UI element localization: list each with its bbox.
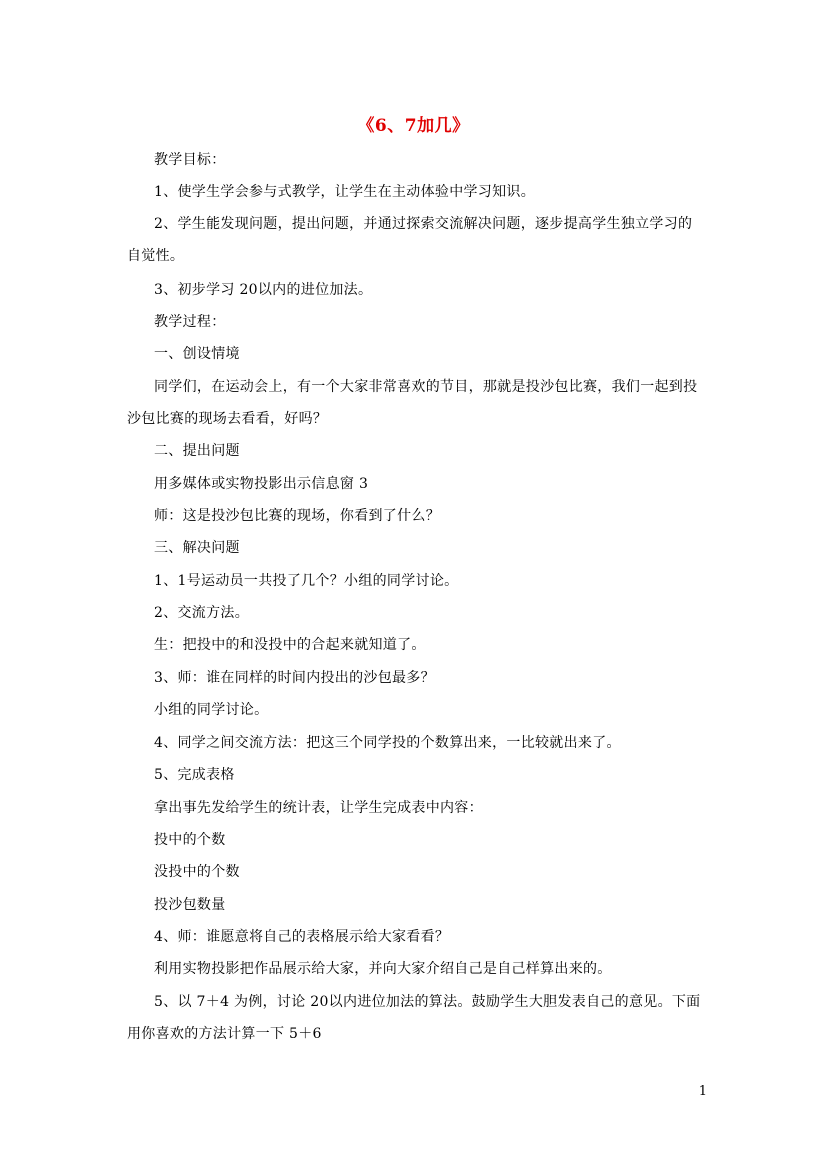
- paragraph-line: 拿出事先发给学生的统计表，让学生完成表中内容：: [154, 800, 483, 816]
- paragraph-line: 教学过程：: [154, 314, 226, 330]
- paragraph-line: 没投中的个数: [154, 864, 240, 880]
- paragraph-line: 利用实物投影把作品展示给大家，并向大家介绍自己是自己样算出来的。: [154, 961, 612, 977]
- paragraph-line: 师：这是投沙包比赛的现场，你看到了什么？: [154, 508, 440, 524]
- paragraph-line: 自觉性。: [127, 248, 185, 264]
- paragraph-line: 投沙包数量: [154, 897, 226, 913]
- paragraph-line: 1、1号运动员一共投了几个？小组的同学讨论。: [154, 573, 459, 589]
- paragraph-line: 生：把投中的和没投中的合起来就知道了。: [154, 637, 426, 653]
- page-number: 1: [698, 1084, 707, 1099]
- paragraph-line: 教学目标：: [154, 152, 226, 168]
- paragraph-line: 一、创设情境: [154, 346, 240, 362]
- paragraph-line: 三、解决问题: [154, 540, 240, 556]
- paragraph-line: 小组的同学讨论。: [154, 702, 269, 718]
- paragraph-line: 沙包比赛的现场去看看，好吗？: [127, 411, 328, 427]
- paragraph-line: 3、师：谁在同样的时间内投出的沙包最多？: [154, 670, 435, 686]
- paragraph-line: 4、师：谁愿意将自己的表格展示给大家看看？: [154, 929, 450, 945]
- paragraph-line: 5、完成表格: [154, 767, 235, 783]
- paragraph-line: 投中的个数: [154, 832, 226, 848]
- paragraph-line: 5、以 7＋4 为例，讨论 20以内进位加法的算法。鼓励学生大胆发表自己的意见。下面: [154, 994, 701, 1010]
- paragraph-line: 2、交流方法。: [154, 605, 250, 621]
- paragraph-line: 用你喜欢的方法计算一下 5＋6: [127, 1026, 322, 1042]
- paragraph-line: 同学们，在运动会上，有一个大家非常喜欢的节目，那就是投沙包比赛，我们一起到投: [154, 379, 698, 395]
- paragraph-line: 用多媒体或实物投影出示信息窗 3: [154, 476, 369, 492]
- paragraph-line: 1、使学生学会参与式教学，让学生在主动体验中学习知识。: [154, 184, 536, 200]
- document-title: 《6、7加几》: [357, 116, 470, 136]
- paragraph-line: 2、学生能发现问题，提出问题，并通过探索交流解决问题，逐步提高学生独立学习的: [154, 216, 693, 232]
- paragraph-line: 4、同学之间交流方法：把这三个同学投的个数算出来，一比较就出来了。: [154, 735, 621, 751]
- paragraph-line: 3、初步学习 20以内的进位加法。: [154, 282, 373, 298]
- paragraph-line: 二、提出问题: [154, 443, 240, 459]
